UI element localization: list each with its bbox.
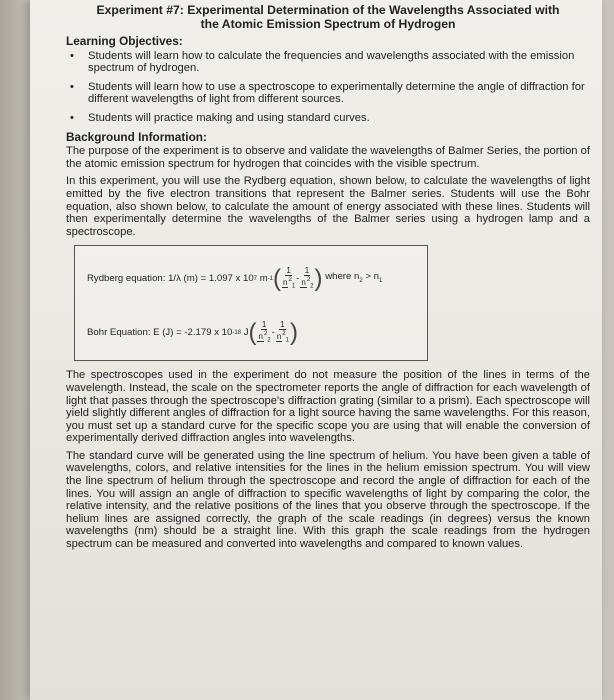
learning-objectives-heading: Learning Objectives: — [66, 34, 183, 48]
title-line-1: Experiment #7: Experimental Determination of the Wavelengths Associated with — [96, 3, 560, 17]
background-heading: Background Information: — [66, 129, 207, 144]
subscript: 2 — [267, 337, 271, 344]
bohr-equation — [87, 320, 298, 345]
square-exponent: 2 — [306, 277, 311, 284]
background-paragraph-2: In this experiment, you will use the Rydberg equation, shown below, to calculate the wavelengths of light emitted by the five electron transitions that represent the Balmer series. Students will use the Bohr equation, also shown below, to calculate the amount of energy associated with these lines. Students will then experimentally determine the wavelengths of the Balmer series using a hydrogen lamp and a spectroscope. — [66, 175, 590, 238]
body-paragraph-1: The spectroscopes used in the experiment do not measure the position of the lines in terms of the wavelength. Instead, the scale on the spectrometer reports the angle of diffraction for each wavelength of light that passes through the spectroscope's diffraction grating (similar to a prism). Each spectroscope will yield slightly different angles of diffraction for a light source having the same wavelengths. For this reason, you must set up a standard curve for the specific scope you are using that will enable the conversion of experimentally derived diffraction angles into wavelengths. — [66, 369, 590, 445]
rydberg-unit-exponent: -1 — [267, 275, 274, 282]
rydberg-lhs: 1/λ (m) = 1.097 x 10 — [168, 272, 254, 284]
list-item — [70, 111, 590, 125]
rydberg-condition — [325, 271, 382, 288]
objective-text: Students will practice making and using standard curves. — [88, 111, 370, 124]
bullet-icon: • — [70, 49, 74, 62]
n-symbol: n — [283, 277, 288, 287]
document-page — [30, 0, 602, 700]
background-paragraph-1: The purpose of the experiment is to observe and validate the wavelengths of Balmer Series, the portion of the atomic emission spectrum for hydrogen that coincides with the visible spectrum. — [66, 145, 590, 170]
fraction-numerator: 1 — [280, 320, 285, 330]
n-symbol: n — [258, 331, 263, 341]
where-text: where n — [325, 270, 360, 282]
bohr-lhs: E (J) = -2.179 x 10 — [153, 326, 233, 338]
fraction-denominator — [257, 330, 270, 345]
rydberg-fraction-1 — [282, 266, 295, 291]
fraction-denominator — [300, 276, 313, 291]
fraction-numerator: 1 — [261, 320, 267, 330]
fraction-numerator: 1 — [304, 266, 310, 276]
greater-than-text: > n — [365, 270, 379, 282]
bohr-unit: J — [243, 326, 249, 338]
fraction-denominator — [282, 276, 295, 291]
minus-sign: - — [271, 326, 275, 338]
open-paren-icon: ( — [273, 264, 282, 292]
bohr-fraction-2 — [276, 320, 289, 345]
square-exponent: 2 — [263, 331, 268, 338]
square-exponent: 2 — [282, 331, 286, 338]
close-paren-icon: ) — [314, 264, 323, 292]
n-symbol: n — [301, 277, 306, 287]
bullet-icon: • — [70, 80, 74, 93]
objective-text: Students will learn how to calculate the frequencies and wavelengths associated with the emission spectrum of hydrogen. — [88, 49, 575, 75]
page-title — [66, 3, 590, 31]
open-paren-icon: ( — [248, 318, 257, 346]
objective-text: Students will learn how to use a spectroscope to experimentally determine the angle of diffraction for different wavelengths of light from different sources. — [88, 80, 585, 106]
equation-box — [74, 245, 428, 361]
bohr-fraction-1 — [257, 320, 270, 345]
title-line-2: the Atomic Emission Spectrum of Hydrogen — [200, 17, 456, 31]
list-item — [70, 49, 590, 75]
learning-objectives-list — [66, 50, 590, 125]
rydberg-equation — [87, 266, 382, 291]
rydberg-fraction-2 — [300, 266, 313, 291]
square-exponent: 2 — [288, 277, 292, 284]
list-item — [70, 80, 590, 106]
subscript: 2 — [359, 277, 363, 284]
subscript: 1 — [285, 337, 289, 344]
page-edge-shadow — [0, 0, 30, 700]
subscript: 2 — [310, 283, 314, 290]
rydberg-label: Rydberg equation: — [87, 272, 166, 284]
document-content — [66, 3, 590, 556]
bullet-icon: • — [70, 111, 74, 124]
rydberg-unit: m — [259, 272, 268, 284]
bohr-exponent: -18 — [232, 329, 242, 336]
bohr-label: Bohr Equation: — [87, 326, 151, 338]
fraction-denominator — [276, 330, 289, 345]
rydberg-exponent: 7 — [253, 275, 258, 282]
body-paragraph-2: The standard curve will be generated using the line spectrum of helium. You have been given a table of wavelengths, colors, and relative intensities for the lines in the helium emission spectrum. You will view the line spectrum of helium through the spectroscope and record the angle of diffraction for each of the lines. You will assign an angle of diffraction to specific wavelengths of light by comparing the color, the relative intensity, and the relative positions of the lines that you observe through the spectroscope. If the helium lines are assigned correctly, the graph of the scale readings (in degrees) versus the known wavelengths (nm) should be a straight line. With this graph the scale readings from the hydrogen spectrum can be measured and converted into wavelengths and compared to known values. — [66, 449, 590, 551]
subscript: 1 — [378, 277, 383, 284]
close-paren-icon: ) — [289, 318, 298, 346]
minus-sign: - — [296, 272, 300, 284]
n-symbol: n — [276, 331, 282, 341]
fraction-numerator: 1 — [286, 266, 291, 276]
subscript: 1 — [291, 283, 296, 290]
